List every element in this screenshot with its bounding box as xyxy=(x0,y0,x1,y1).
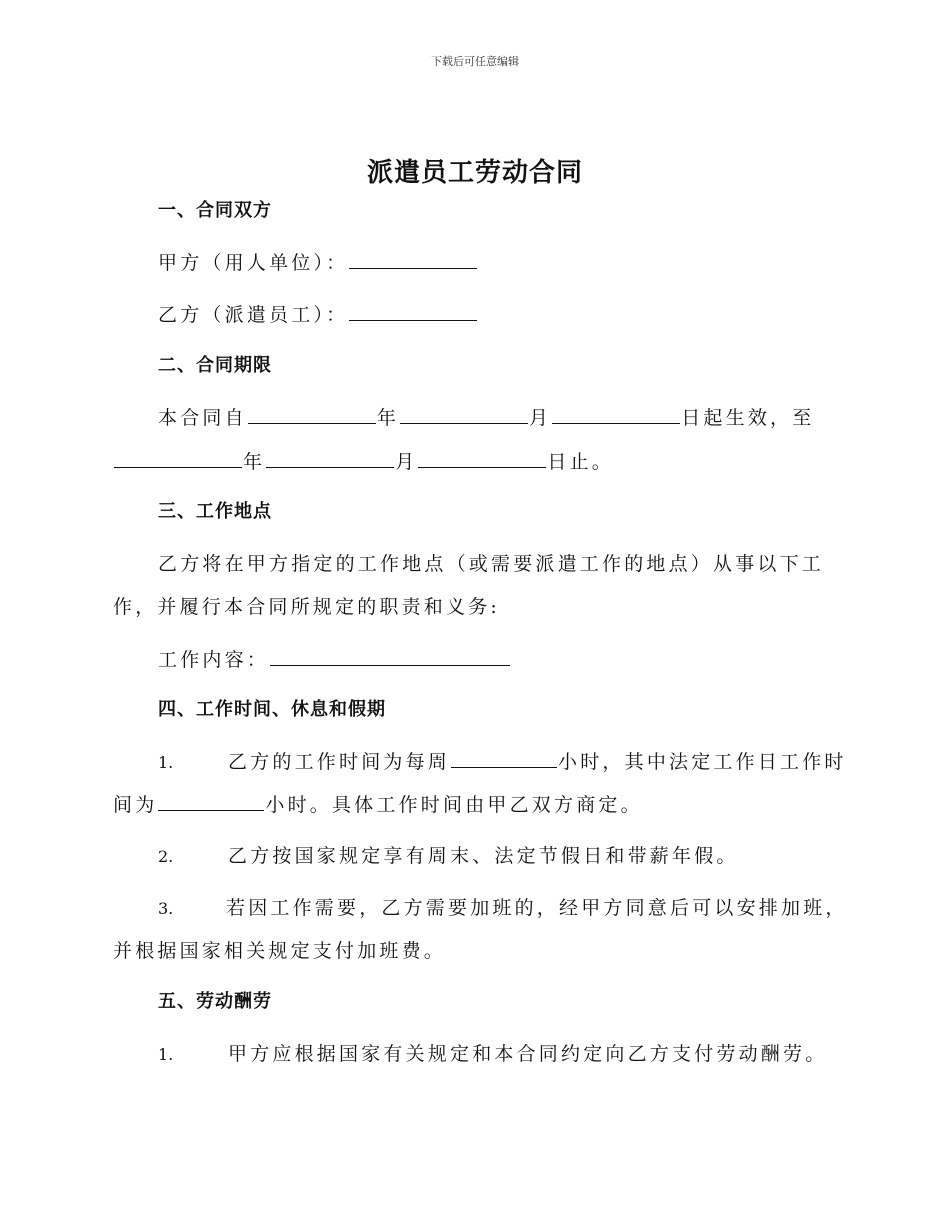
remuneration-item xyxy=(158,1040,827,1069)
party-b-row xyxy=(158,300,478,329)
overtime-item-line-1 xyxy=(158,894,848,923)
document-title: 派遣员工劳动合同 xyxy=(366,158,583,188)
year-label: 年 xyxy=(376,407,400,429)
workplace-para-line-2: 作，并履行本合同所规定的职责和义务: xyxy=(113,596,501,618)
end-month-blank xyxy=(266,447,394,468)
hours-item-line-2 xyxy=(113,790,643,819)
list-number: 1. xyxy=(158,753,174,772)
section-4-heading: 四、工作时间、休息和假期 xyxy=(158,699,386,720)
hours-item-line-1 xyxy=(158,747,847,777)
section-5-heading: 五、劳动酬劳 xyxy=(158,991,272,1012)
section-3-heading: 三、工作地点 xyxy=(158,501,272,522)
list-number: 1. xyxy=(158,1045,174,1064)
party-b-label: 乙方（派遣员工）： xyxy=(158,304,349,326)
term-line-2 xyxy=(113,447,614,476)
party-a-blank xyxy=(349,248,477,269)
end-day-blank xyxy=(418,447,546,468)
section-2-heading: 二、合同期限 xyxy=(158,355,272,376)
hours-statutory-label: 小时，其中法定工作日工作时 xyxy=(558,751,847,773)
daily-hours-blank xyxy=(158,790,264,811)
start-month-blank xyxy=(400,403,528,424)
work-content-label: 工作内容： xyxy=(158,649,270,671)
list-number: 2. xyxy=(158,847,174,866)
term-line-1 xyxy=(158,403,814,432)
leave-item xyxy=(158,842,739,871)
overtime-item-line-2: 并根据国家相关规定支付加班费。 xyxy=(113,940,447,962)
hours-weekly-label: 乙方的工作时间为每周 xyxy=(228,751,451,773)
weekly-hours-blank xyxy=(451,747,557,768)
work-content-row xyxy=(158,645,511,674)
party-a-row xyxy=(158,248,478,277)
overtime-text-1: 若因工作需要，乙方需要加班的，经甲方同意后可以安排加班， xyxy=(226,897,848,919)
workplace-para-line-1: 乙方将在甲方指定的工作地点（或需要派遣工作的地点）从事以下工 xyxy=(158,553,825,575)
remuneration-text: 甲方应根据国家有关规定和本合同约定向乙方支付劳动酬劳。 xyxy=(228,1043,828,1065)
page-header-note: 下载后可任意编辑 xyxy=(431,55,519,68)
section-1-heading: 一、合同双方 xyxy=(158,200,272,221)
end-year-blank xyxy=(114,447,242,468)
term-start-label: 本合同自 xyxy=(158,407,247,429)
month-label: 月 xyxy=(395,451,418,473)
year-label: 年 xyxy=(243,451,266,473)
party-b-blank xyxy=(349,300,477,321)
month-label: 月 xyxy=(529,407,552,429)
term-effective-label: 日起生效，至 xyxy=(681,407,815,429)
start-day-blank xyxy=(552,403,680,424)
work-content-blank xyxy=(270,645,510,666)
leave-text: 乙方按国家规定享有周末、法定节假日和带薪年假。 xyxy=(228,845,739,867)
term-end-label: 日止。 xyxy=(547,451,615,473)
start-year-blank xyxy=(248,403,376,424)
list-number: 3. xyxy=(158,899,174,918)
hours-prefix-label: 间为 xyxy=(113,794,158,816)
party-a-label: 甲方（用人单位）： xyxy=(158,252,349,274)
hours-agreement-label: 小时。具体工作时间由甲乙双方商定。 xyxy=(265,794,643,816)
